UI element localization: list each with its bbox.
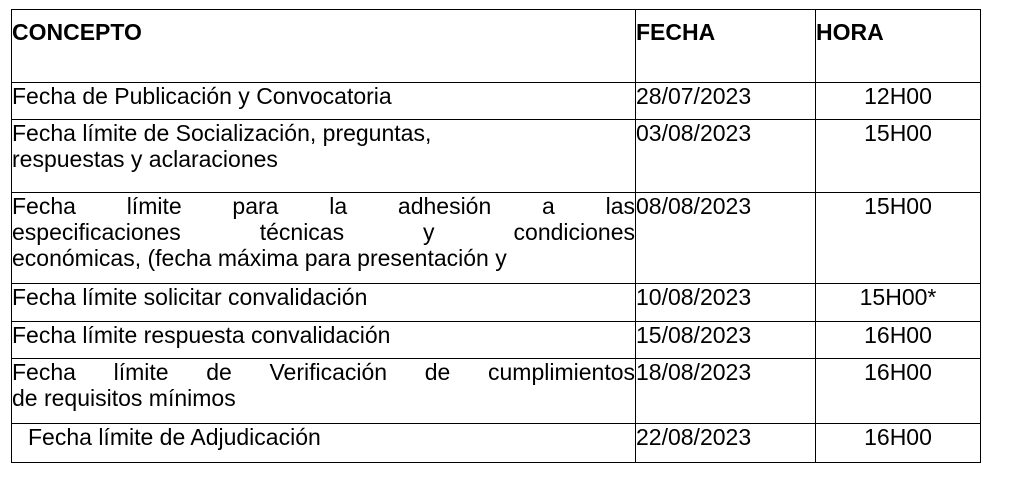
table-row [12,424,981,463]
table-row [12,193,981,284]
row-concepto: Fecha límite de Adjudicación [12,424,636,463]
table-row [12,284,981,322]
row-fecha: 28/07/2023 [636,83,816,120]
table-row [12,359,981,424]
row-concepto: Fecha de Publicación y Convocatoria [12,83,636,120]
concepto-line: Fecha límite para la adhesión a las [12,193,635,219]
concepto-line: respuestas y aclaraciones [12,146,278,172]
row-hora: 15H00 [816,193,981,284]
header-fecha: FECHA [636,10,816,83]
row-fecha: 03/08/2023 [636,120,816,193]
row-hora: 15H00 [816,120,981,193]
row-concepto [12,120,636,193]
row-hora: 12H00 [816,83,981,120]
header-hora: HORA [816,10,981,83]
row-fecha: 10/08/2023 [636,284,816,322]
row-concepto: Fecha límite solicitar convalidación [12,284,636,322]
row-hora: 15H00* [816,284,981,322]
header-concepto: CONCEPTO [12,10,636,83]
row-fecha: 08/08/2023 [636,193,816,284]
concepto-line: económicas, (fecha máxima para presentación y [12,245,507,271]
schedule-table [11,9,981,463]
concepto-line: especificaciones técnicas y condiciones [12,219,635,245]
concepto-line: Fecha límite de Socialización, preguntas, [12,120,432,146]
concepto-line: de requisitos mínimos [12,385,236,411]
row-hora: 16H00 [816,359,981,424]
row-concepto [12,193,636,284]
row-concepto [12,359,636,424]
concepto-line: Fecha límite de Verificación de cumplimientos [12,359,635,385]
table-header-row [12,10,981,83]
table-row [12,322,981,359]
row-fecha: 22/08/2023 [636,424,816,463]
table-row [12,120,981,193]
row-hora: 16H00 [816,424,981,463]
row-concepto: Fecha límite respuesta convalidación [12,322,636,359]
table-row [12,83,981,120]
row-fecha: 18/08/2023 [636,359,816,424]
row-hora: 16H00 [816,322,981,359]
row-fecha: 15/08/2023 [636,322,816,359]
